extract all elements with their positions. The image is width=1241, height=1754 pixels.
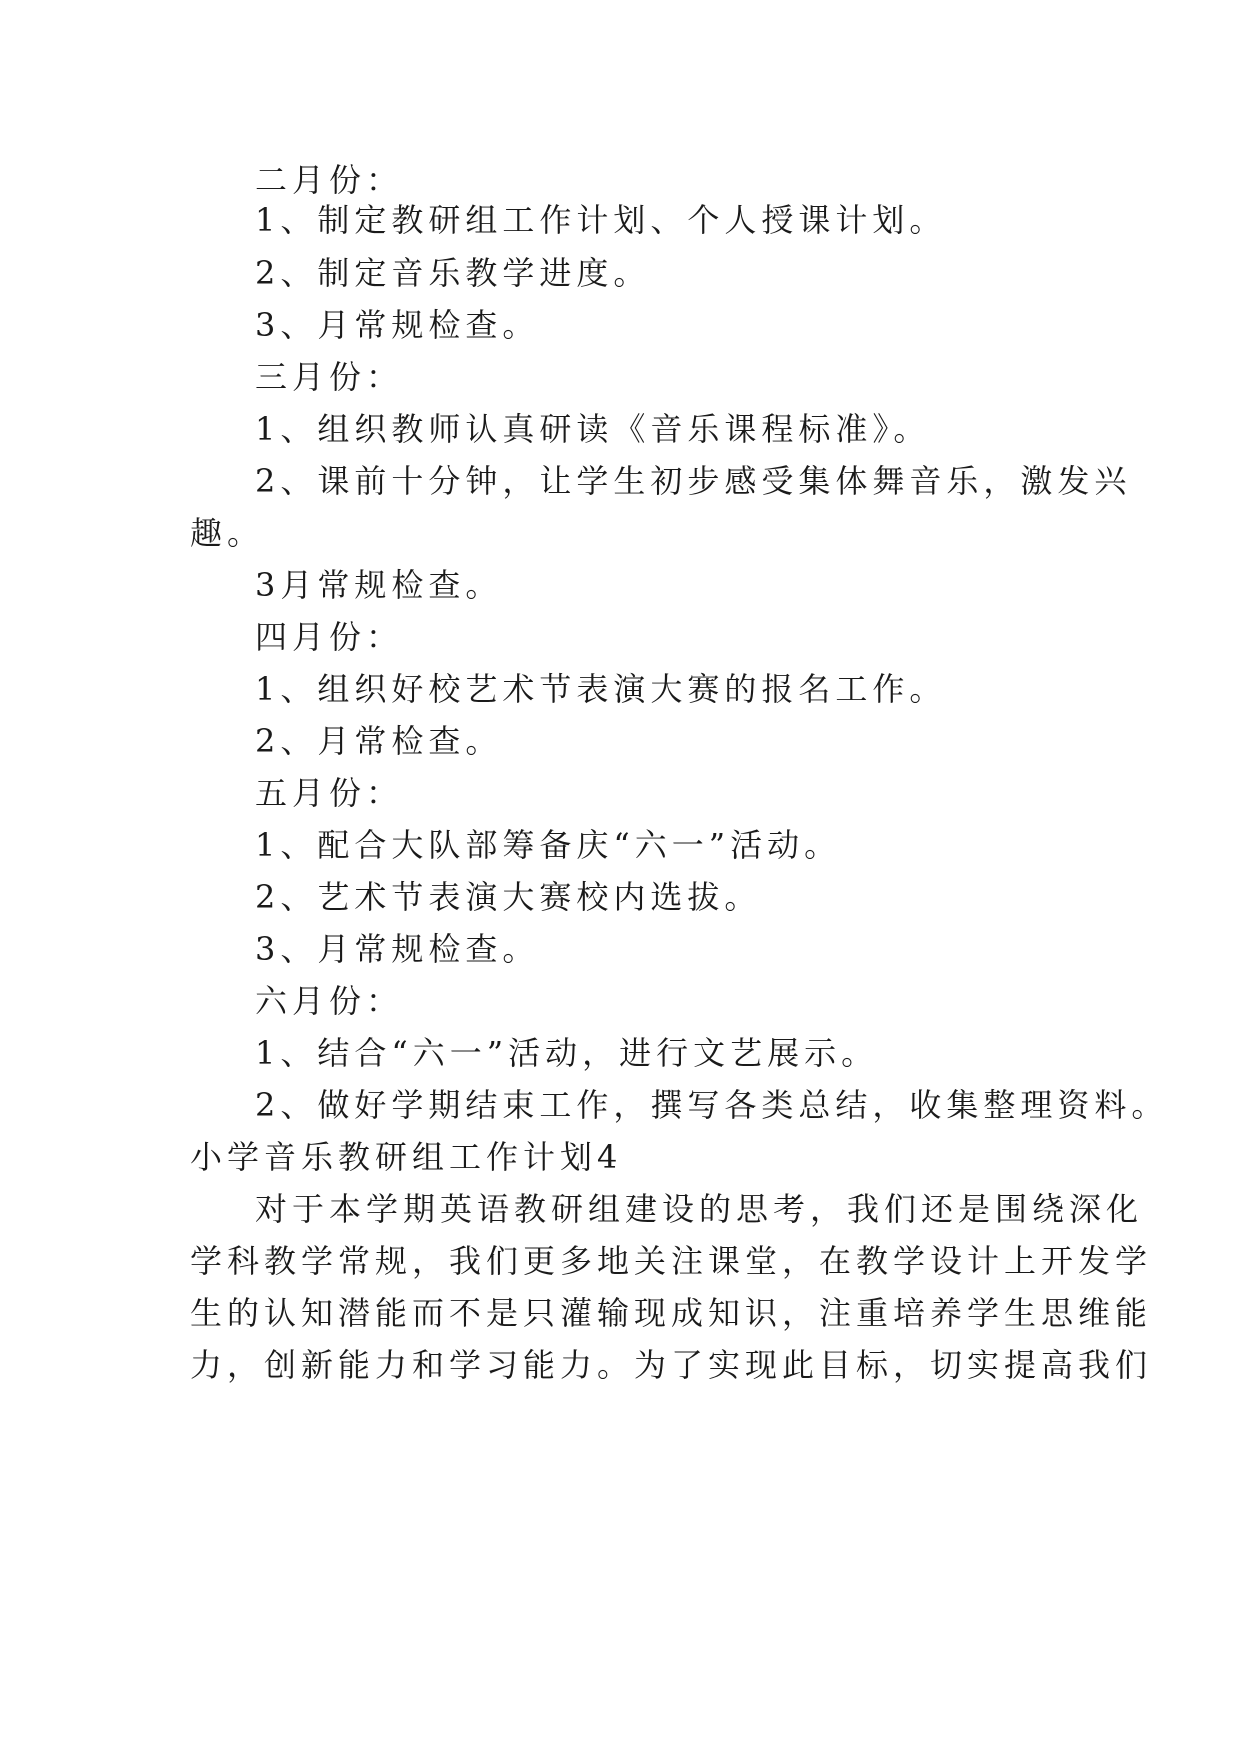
section-title: 小学音乐教研组工作计划4 (190, 1138, 623, 1176)
plan-item-continuation: 趣。 (190, 514, 265, 552)
paragraph-line: 学科教学常规，我们更多地关注课堂，在教学设计上开发学 (190, 1242, 1153, 1280)
plan-item: 2、月常检查。 (255, 722, 503, 760)
month-heading-march: 三月份： (255, 358, 404, 396)
month-heading-february: 二月份： (255, 161, 404, 199)
plan-item: 1、结合“六一”活动，进行文艺展示。 (255, 1034, 879, 1072)
plan-item: 3、月常规检查。 (255, 930, 540, 968)
plan-item: 3、月常规检查。 (255, 306, 540, 344)
plan-item: 2、制定音乐教学进度。 (255, 254, 651, 292)
plan-item: 2、艺术节表演大赛校内选拔。 (255, 878, 762, 916)
month-heading-june: 六月份： (255, 982, 404, 1020)
plan-item: 2、做好学期结束工作，撰写各类总结，收集整理资料。 (255, 1086, 1169, 1124)
plan-item: 2、课前十分钟，让学生初步感受集体舞音乐，激发兴 (255, 462, 1132, 500)
paragraph-line: 生的认知潜能而不是只灌输现成知识，注重培养学生思维能 (190, 1294, 1153, 1332)
paragraph-line: 力，创新能力和学习能力。为了实现此目标，切实提高我们 (190, 1346, 1153, 1384)
month-heading-april: 四月份： (255, 618, 404, 656)
plan-item: 1、配合大队部筹备庆“六一”活动。 (255, 826, 842, 864)
plan-item: 1、制定教研组工作计划、个人授课计划。 (255, 201, 947, 239)
plan-item: 3月常规检查。 (255, 566, 503, 604)
paragraph-line: 对于本学期英语教研组建设的思考，我们还是围绕深化 (255, 1190, 1144, 1228)
month-heading-may: 五月份： (255, 774, 404, 812)
plan-item: 1、组织教师认真研读《音乐课程标准》。 (255, 410, 931, 448)
plan-item: 1、组织好校艺术节表演大赛的报名工作。 (255, 670, 947, 708)
